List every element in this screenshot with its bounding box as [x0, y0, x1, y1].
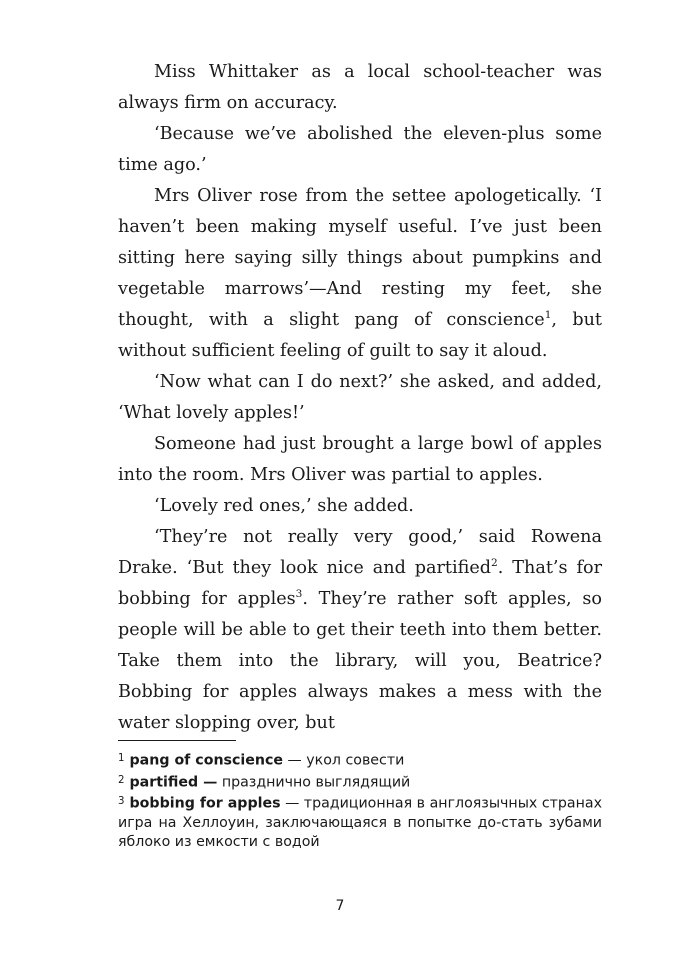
footnote-ref: 1: [544, 309, 552, 322]
paragraph: Someone had just brought a large bowl of apples into the room. Mrs Oliver was partial to apples.: [118, 434, 602, 485]
footnote-number: 1: [118, 753, 125, 764]
paragraph: Miss Whittaker as a local school-teacher was always firm on accuracy.: [118, 62, 602, 113]
footnote-term: pang of conscience: [129, 752, 284, 769]
footnote-definition: празднично выглядящий: [217, 774, 411, 791]
footnote-ref: 2: [491, 557, 498, 570]
page-number: 7: [335, 898, 345, 914]
footnote: [118, 792, 602, 852]
paragraph: ‘Lovely red ones,’ she added.: [154, 496, 414, 516]
footnote-number: 2: [118, 774, 125, 786]
footnote-term: bobbing for apples: [129, 795, 281, 812]
main-text: [118, 57, 602, 739]
footnotes: [118, 749, 602, 852]
footnote: [118, 749, 602, 771]
paragraph: ‘Now what can I do next?’ she asked, and added, ‘What lovely apples!’: [118, 372, 602, 423]
footnote-term: partified —: [129, 774, 218, 791]
footnote-number: 3: [118, 796, 125, 808]
footnote-definition: — укол совести: [283, 752, 405, 769]
footnote: [118, 771, 602, 793]
paragraph: ‘They’re not really very good,’ said Rowena Drake. ‘But they look nice and partified$^2$. That’s for bobbing for apples$^3$. They’re rather soft apples, so people will be able to get their teeth into them better. Take them into the library, will you, Beatrice? Bobbing for apples always makes a mess with the water slopping over, but: [118, 527, 602, 733]
paragraph: ‘Because we’ve abolished the eleven-plus some time ago.’: [118, 124, 602, 175]
paragraph: Mrs Oliver rose from the settee apologetically. ‘I haven’t been making myself useful. I’ve just been sitting here saying silly things about pumpkins and vegetable marrows’—And resting my feet, she thought, with a slight pang of conscience$^1$, but without sufficient feeling of guilt to say it aloud.: [118, 186, 602, 361]
footnote-definition: — традиционная в англоязычных странах игра на Хеллоуин, заключающаяся в попытке до-стать зубами яблоко из емкости с водой: [118, 795, 602, 850]
footnote-ref: 3: [295, 588, 303, 601]
footnote-divider: [118, 740, 236, 741]
